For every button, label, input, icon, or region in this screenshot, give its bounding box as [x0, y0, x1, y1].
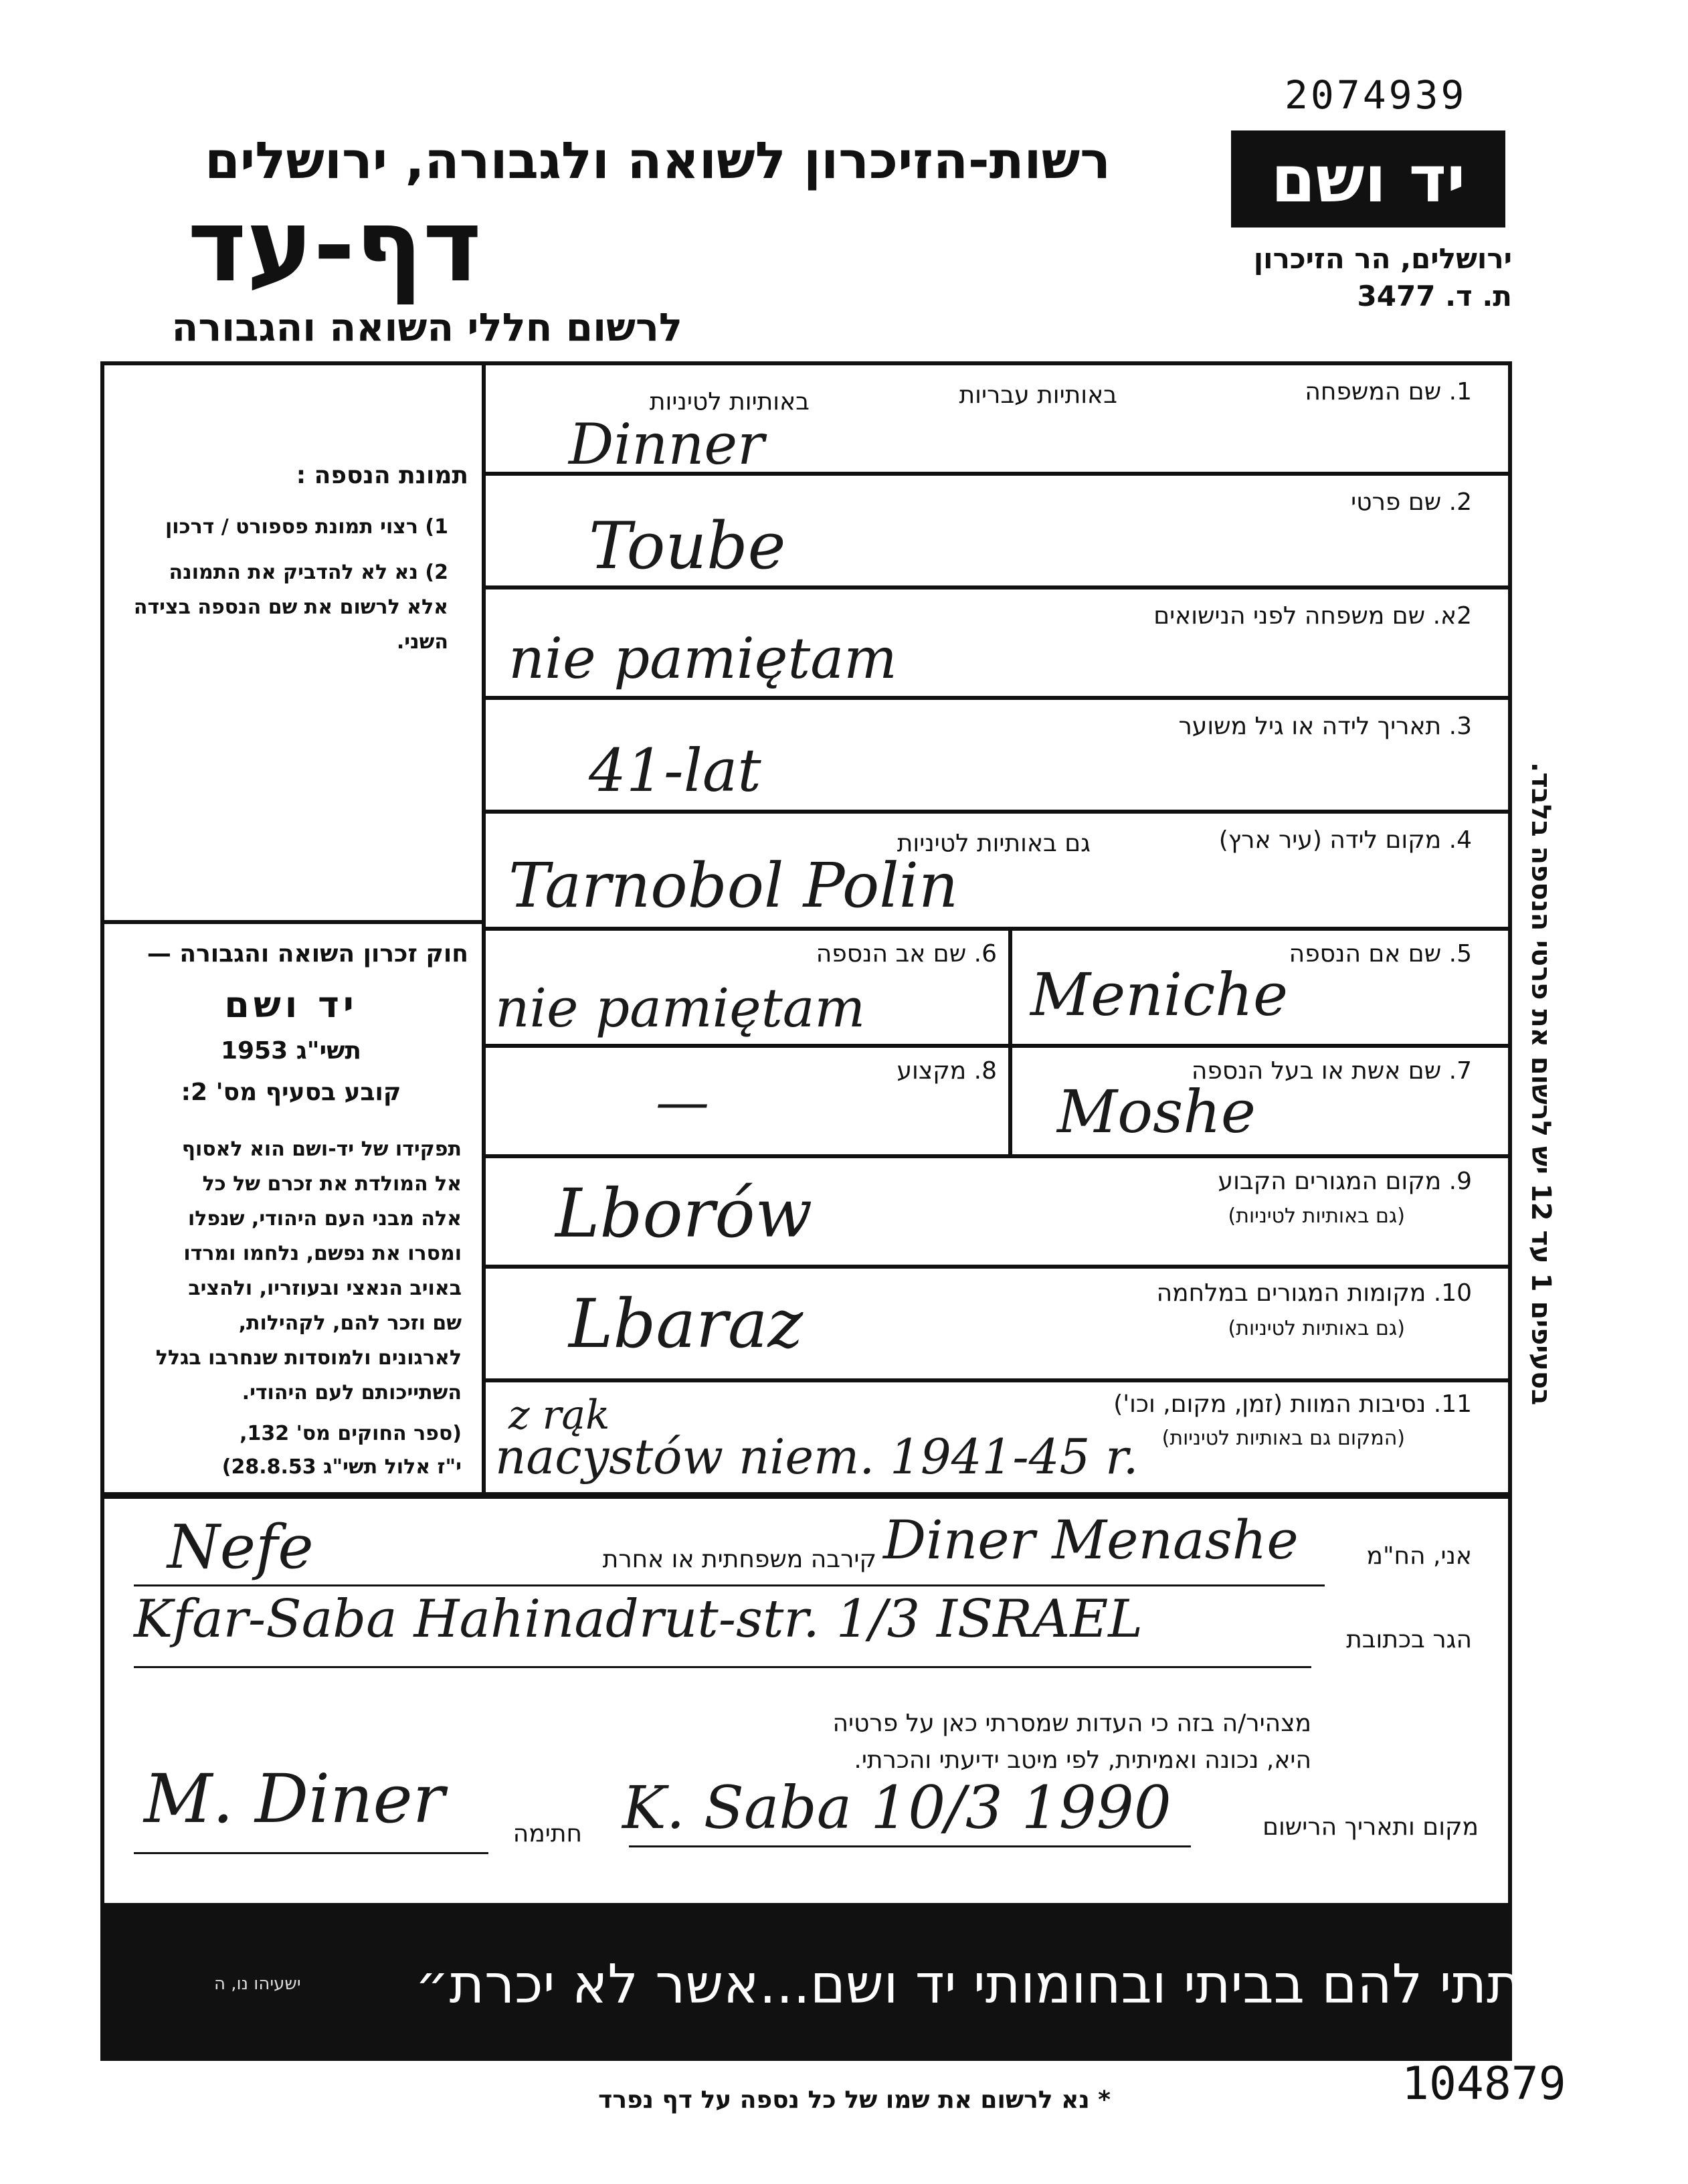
quote-banner: [100, 1907, 1644, 2061]
address-value[interactable]: Kfar-Saba Hahinadrut-str. 1/3 ISRAEL: [134, 1589, 1143, 1649]
row-rule-6: [482, 1044, 1512, 1048]
photo-box-line-2c: השני.: [396, 630, 448, 654]
law-ref-2: י"ז אלול תשי"ג 28.8.53): [221, 1455, 462, 1479]
field-5-value[interactable]: Meniche: [1030, 960, 1289, 1029]
form-subtitle: לרשום חללי השואה והגבורה: [171, 304, 682, 350]
law-heading: חוק זכרון השואה והגבורה —: [147, 940, 468, 968]
field-7-value[interactable]: Moshe: [1057, 1077, 1256, 1146]
field-11-note: (המקום גם באותיות לטיניות): [1161, 1427, 1405, 1450]
law-body-4: ומסרו את נפשם, נלחמו ומרדו: [183, 1242, 462, 1265]
field-10-note: (גם באותיות לטיניות): [1228, 1317, 1405, 1340]
law-body-3: אלה מבני העם היהודי, שנפלו: [187, 1207, 462, 1231]
field-8-label: 8. מקצוע: [897, 1057, 997, 1085]
declaration-line-2: היא, נכונה ואמיתית, לפי מיטב ידיעתי והכרתי.: [854, 1746, 1311, 1774]
row-rule-4: [482, 810, 1512, 814]
serial-number: 2074939: [1285, 72, 1467, 118]
field-3-value[interactable]: 41-lat: [589, 736, 761, 805]
yad-vashem-logo: יד ושם: [1231, 130, 1505, 227]
field-3-label: 3. תאריך לידה או גיל משוער: [1178, 713, 1472, 740]
law-ref-1: (ספר החוקים מס' 132,: [240, 1422, 462, 1445]
signature-underline: [134, 1852, 488, 1854]
field-9-note: (גם באותיות לטיניות): [1228, 1204, 1405, 1228]
relation-label: קירבה משפחתית או אחרת: [602, 1546, 876, 1573]
row-rule-8: [482, 1265, 1512, 1269]
field-2-label: 2. שם פרטי: [1351, 488, 1472, 516]
signature[interactable]: M. Diner: [144, 1760, 445, 1838]
quote-text: ״...ונתתי להם בביתי ובחומותי יד ושם...אשר לא יכרת״: [415, 1952, 1644, 2015]
field-11-label: 11. נסיבות המוות (זמן, מקום, וכו'): [1113, 1390, 1472, 1418]
signature-label: חתימה: [512, 1820, 582, 1847]
field-1-hebrew-label: באותיות עבריות: [959, 381, 1117, 409]
law-clause: קובע בסעיף מס' 2:: [181, 1079, 401, 1106]
field-10-value[interactable]: Lbaraz: [569, 1285, 804, 1363]
field-6-value[interactable]: nie pamiętam: [495, 977, 866, 1039]
photo-box-line-2b: אלא לרשום את שם הנספה בצידה: [133, 596, 448, 619]
place-date-value[interactable]: K. Saba 10/3 1990: [622, 1773, 1171, 1842]
law-year: תשי"ג 1953: [220, 1037, 362, 1065]
relation-value[interactable]: Nefe: [167, 1512, 314, 1582]
form-title: דף-עד: [187, 188, 482, 304]
witness-name-value[interactable]: Diner Menashe: [883, 1509, 1299, 1571]
declaration-line-1: מצהיר/ה בזה כי העדות שמסרתי כאן על פרטיה: [832, 1710, 1311, 1737]
row-5-8-divider: [1008, 927, 1012, 1154]
side-note: בסעיפים 1 עד 12 יש לרשום את פרטי הנספה בלבד.: [1525, 761, 1556, 1405]
field-6-label: 6. שם אב הנספה: [816, 940, 997, 968]
row-rule-9: [482, 1378, 1512, 1382]
field-9-label: 9. מקום המגורים הקבוע: [1218, 1168, 1472, 1195]
photo-box-line-1: 1) רצוי תמונת פספורט / דרכון: [165, 515, 448, 539]
address-line-1: ירושלים, הר הזיכרון: [1253, 242, 1512, 275]
law-body-2: אל המולדת את זכרם של כל: [202, 1172, 462, 1196]
witness-i-label: אני, הח"מ: [1366, 1542, 1472, 1570]
field-11-value-2[interactable]: nacystów niem. 1941-45 r.: [495, 1429, 1139, 1485]
row-rule-7: [482, 1154, 1512, 1158]
field-9-value[interactable]: Lborów: [555, 1174, 813, 1253]
field-1-latin-label: באותיות לטיניות: [649, 388, 810, 416]
field-2-value[interactable]: Toube: [589, 509, 786, 583]
left-column-split: [100, 920, 484, 924]
field-10-label: 10. מקומות המגורים במלחמה: [1156, 1279, 1472, 1307]
law-body-8: השתייכותם לעם היהודי.: [242, 1381, 462, 1404]
field-1-value[interactable]: Dinner: [569, 412, 765, 477]
field-7-label: 7. שם אשת או בעל הנספה: [1191, 1057, 1472, 1085]
address-line-2: ת. ד. 3477: [1357, 280, 1512, 312]
field-2a-label: 2א. שם משפחה לפני הנישואים: [1153, 602, 1472, 630]
law-body-6: שם וזכר להם, לקהילות,: [238, 1311, 462, 1335]
law-body-7: לארגונים ולמוסדות שנחרבו בגלל: [155, 1346, 462, 1370]
witness-name-underline: [134, 1584, 1325, 1586]
field-4-label: 4. מקום לידה (עיר ארץ): [1218, 826, 1472, 854]
field-5-label: 5. שם אם הנספה: [1289, 940, 1472, 968]
field-1-label: 1. שם המשפחה: [1305, 378, 1472, 405]
place-date-underline: [629, 1845, 1191, 1847]
row-rule-3: [482, 696, 1512, 700]
address-label: הגר בכתובת: [1346, 1626, 1472, 1653]
law-body-5: באויב הנאצי ובעוזריו, ולהציב: [188, 1277, 462, 1300]
place-date-label: מקום ותאריך הרישום: [1262, 1813, 1479, 1841]
address-underline: [134, 1666, 1311, 1668]
authority-title: רשות-הזיכרון לשואה ולגבורה, ירושלים: [205, 130, 1111, 190]
field-2a-value[interactable]: nie pamiętam: [508, 626, 897, 691]
field-4-value[interactable]: Tarnobol Polin: [508, 850, 959, 921]
field-4-note: גם באותיות לטיניות: [897, 830, 1091, 857]
footer-note: * נא לרשום את שמו של כל נספה על דף נפרד: [598, 2086, 1111, 2114]
photo-box-title: תמונת הנספה :: [296, 462, 468, 489]
row-rule-2: [482, 585, 1512, 589]
stamp-number: 104879: [1402, 2058, 1566, 2110]
field-11-value-1[interactable]: z rąk: [508, 1392, 610, 1439]
law-body-1: תפקידו של יד-ושם הוא לאסוף: [181, 1138, 462, 1161]
field-8-value[interactable]: —: [656, 1071, 709, 1133]
law-name: יד ושם: [224, 984, 358, 1026]
quote-source: ישעיהו נו, ה: [214, 1974, 301, 1994]
photo-box-line-2a: 2) נא לא להדביק את התמונה: [169, 561, 448, 584]
row-rule-5: [482, 927, 1512, 931]
